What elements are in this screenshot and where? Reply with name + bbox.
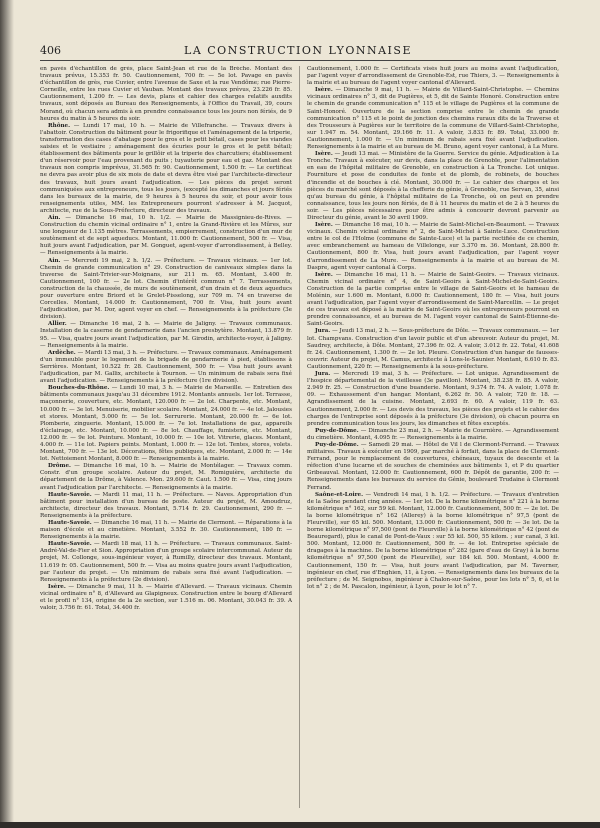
tender-notice	[307, 492, 559, 591]
notice-text: — Mardi 13 mai, 3 h. — Préfecture. — Travaux communaux. Aménagement d'un immeuble pour le logement de la brigade de gendarmerie à pied, établissons à Serrières. Montant, 10.522 fr. 28. Cautionnement, 500 fr. — Visa huit jours avant l'adjudication, par M. Gallix, architecte à Tournon. — Un minimum de rabais sera fixé avant l'adjudication. — Renseignements à la préfecture (1re division).	[40, 349, 292, 385]
notice-text: — Dimanche 9 mai, 11 h. — Mairie d'Allevard. — Travaux vicinaux. Chemin vicinal ordinaire n° 8, d'Allevard au Glapigneux. Construction entre le bourg d'Allevard et le profil n° 134, origine de la 2e section, sur 1.516 m. 06. Montant, 30.043 fr. 39. A valoir, 3.756 fr. 61. Total, 34.400 fr.	[40, 583, 292, 612]
notice-text: — Lundi 10 mai, 3 h. — Mairie de Marseille. — Entretien des bâtiments communaux jusqu'au 31 décembre 1912. Montants annuels. 1er lot. Terrasse, maçonnerie, couverture, etc. Montant, 120.000 fr. — 2e lot. Charpente, etc. Montant, 10.000 fr. — 3e lot. Menuiserie, mobilier scolaire. Montant, 24.000 fr. — 4e lot. Jalousies et stores. Montant, 5.000 fr. — 5e lot. Serrurerie. Montant, 20.000 fr. — 6e lot. Plomberie, zinguerie. Montant, 15.000 fr. — 7e lot. Installations de gaz, appareils d'éclairage, etc. Montant, 10.000 fr. — 8e lot. Chauffage, fumisterie, etc. Montant, 12.000 fr. — 9e lot. Peinture. Montant, 10.000 fr. — 10e lot. Vitrerie, glaces. Montant, 4.000 fr. — 11e lot. Papiers peints. Montant, 1.000 fr. — 12e lot. Tentes, stores, volets. Montant, 700 fr. — 13e lot. Décorations, fêtes publiques, etc. Montant, 2.000 fr. — 14e lot. Nettoiement Montant, 8.000 fr. — Renseignements à la mairie.	[40, 385, 292, 463]
notice-text: — Dimanche 16 mai, 10 h. — Mairie de Montélager. — Travaux comm. Constr. d'un groupe scolaire. Auteur du projet, M. Romiguière, architecte du département de la Drôme, à Valence. Mon. 29.600 fr. Caut. 1.500 fr. — Visa, cinq jours avant l'adjudication par l'architecte. — Renseignements à la mairie.	[40, 463, 292, 491]
notice-text: Cautionnement, 1.000 fr. — Certificats visés huit jours au moins avant l'adjudication, par l'agent voyer d'arrondissement de Grenoble-Est, rue Thiers, 3. — Renseignements à la mairie et au bureau de l'agent voyer cantonal d'Allevard.	[307, 66, 559, 87]
tender-notice	[307, 87, 559, 151]
notice-text: — Dimanche 16 mai, 2 h. — Mairie de Jaligny. — Travaux communaux. Installation de la caserne de gendarmerie dans l'ancien presbytère. Montant, 13.879 fr. 95. — Visa, quatre jours avant l'adjudication, par M. Girodin, architecte-voyer, à Jaligny. — Renseignements à la mairie.	[40, 321, 292, 349]
department-name: Haute-Savoie.	[48, 520, 92, 526]
page-header	[40, 44, 556, 58]
department-name: Saône-et-Loire.	[315, 491, 364, 498]
tender-notice	[40, 463, 292, 491]
notice-text: — Dimanche 16 mai, 10 h. 1/2. — Mairie de Massignieu-de-Rives. — Construction du chemin vicinal ordinaire n° 1, entre la Grand-Rivière et les Mûres, sur une longueur de 1.135 mètres. Terrassements, empierrement, construction d'un mur de soutènement et de sept aqueducs. Montant, 11.000 fr. Cautionnement, 500 fr. — Visa, huit jours avant l'adjudication, par M. Gonguet, agent-voyer d'arrondissement, à Belley. — Renseignements à la mairie.	[40, 214, 292, 257]
department-name: Haute-Savoie.	[48, 491, 92, 498]
tender-notice	[40, 258, 292, 322]
notice-text: — Dimanche 9 mai, 11 h. — Mairie de Villard-Saint-Christophe. — Chemins vicinaux ordinaires n° 3, dit de Pugières, et 5, dit de Sainte Honoré. Construction entre le chemin de grande communication n° 115 et le village de Pugières et la commune de Saint-Honoré. Ouverture de la section comprise entre le chemin de grande communication n° 115 et le point de jonction des chemins ruraux dits de la Traverse et des Trousseurs à Pugières sur le territoire de la commune de Villard-Saint-Christophe, sur 1.947 m. 54. Montant, 29.166 fr. 11. A valoir, 3.833 fr. 89. Total, 33.000 fr. Cautionnement, 1.000 fr. — Un minimum de rabais sera fixé avant l'adjudication. Renseignements à la mairie et au bureau de M. Bruno, agent voyer cantonal, à La Mure.	[307, 87, 559, 151]
journal-title: LA CONSTRUCTION LYONNAISE	[184, 44, 412, 57]
notice-text: — Mercredi 19 mai, 2 h. 1/2. — Préfecture. — Travaux vicinaux. — 1er lot. Chemin de grande communication n° 29. Construction de caniveaux simples dans la traverse de Saint-Trivier-sur-Moignans, sur 211 m. 65. Montant, 3.400 fr. Cautionnement, 100 fr. — 2e lot. Chemin d'intérêt commun n° 7. Terrassements, construction de la chaussée, de murs de soutènement, d'un drain et de deux aqueducs pour ouverture entre Briord et le Grelet-Pisselong, sur 709 m. 74 en traverse de Corcelles. Montant, 14.000 fr. Cautionnement, 700 fr. Visa, huit jours avant l'adjudication, par M. Dor, agent voyer en chef. — Renseignements à la préfecture (3e division).	[40, 257, 292, 321]
department-name: Isère.	[315, 87, 333, 94]
notice-text: — Mardi 18 mai, 11 h. — Préfecture. — Travaux communaux. Saint-André-Val-de-Fier et Sion. Appropriation d'un groupe scolaire intercommunal. Auteur du projet, M. Collonge, sous-ingénieur voyer, à Rumilly, directeur des travaux. Montant, 11.619 fr. 05. Cautionnement, 500 fr. — Visa au moins quatre jours avant l'adjudication, par l'auteur du projet. — Un minimum de rabais sera fixé avant l'adjudication. — Renseignements à la préfecture (2e division).	[40, 541, 292, 583]
department-name: Isère.	[315, 222, 333, 229]
notice-text: — Jeudi 13 mai, 2 h. — Sous-préfecture de Dôle. — Travaux communaux. — 1er lot. Champvans. Construction d'un lavoir public et d'un abreuvoir. Auteur du projet, M. Saudrey, architecte, à Dôle. Montant, 27.396 fr. 02. A valoir, 3.012 fr. 22. Total, 41.608 fr. 24. Cautionnement, 1.300 fr. — 2e lot. Pleure. Construction d'un hangar de fausses-couvrir. Auteur du projet, M. Camus, architecte à Lons-le-Saunier. Montant, 6.610 fr. 83. Cautionnement, 220 fr. — Renseignements à la sous-préfecture.	[307, 328, 559, 370]
notice-text: — Dimanche 16 mai, 11 h. — Mairie de Saint-Geoirs. — Travaux vicinaux. Chemin vicinal ordinaire n° 4, de Saint-Geoirs à Saint-Michel-de-Saint-Geoirs. Construction de la partie comprise entre le village de Saint-Geoirs et le hameau de Molénin, sur 1.600 m. Montant, 6.000 fr. Cautionnement, 180 fr. — Visa, huit jours avant l'adjudication, par l'agent voyer d'arrondissement de Saint-Marcellin. — Le projet de ces travaux est déposé à la mairie de Saint-Geoirs où les entrepreneurs pourront en prendre connaissance, et au bureau de M. l'agent voyer cantonal de Saint-Étienne-de-Saint-Geoirs.	[307, 271, 559, 328]
department-name: Rhône.	[48, 122, 71, 129]
notice-text: — Dimanche 23 mai, 2 h. — Mairie de Cournière. — Agrandissement du cimetière. Montant, 4.095 fr. — Renseignements à la mairie.	[307, 427, 559, 441]
department-name: Puy-de-Dôme.	[315, 441, 359, 448]
notice-text: — Dimanche 16 mai, 11 h. — Mairie de Clermont. — Réparations à la maison d'école et au cimetière. Montant, 3.552 fr. 30. Cautionnement, 180 fr. — Renseignements à la mairie.	[40, 520, 292, 541]
tender-notice	[40, 584, 292, 612]
department-name: Drôme.	[48, 463, 71, 470]
department-name: Ardèche.	[48, 349, 76, 356]
tender-notice	[40, 541, 292, 584]
tender-notice	[40, 520, 292, 541]
notice-text: — Mardi 11 mai, 11 h. — Préfecture. — Naves. Appropriation d'un bâtiment pour installation d'un bureau de poste. Auteur du projet, M. Amoudruz, architecte, directeur des travaux. Montant, 5.714 fr. 29. Cautionnement, 290 fr. — Renseignements à la préfecture.	[40, 491, 292, 519]
notice-text: — Lundi 17 mai, 10 h. — Mairie de Villefranche. — Travaux divers à l'abattoir. Construction du bâtiment pour le frigorifique et l'aménagement de la triperie, transformation des cases d'abatage pour le gros et le petit bétail, cases pour les viandes saisies et le vestiaire ; aménagement des écuries pour le gros et le petit bétail; établissement des bâtiments pour le grillôir et la triperie des charcutiers; établissement d'un réservoir pour l'eau provenant du puits ; tuyauterie pour eau et gaz. Montant des travaux non compris imprévus, 31.565 fr. 90. Cautionnement, 1.500 fr. — Le certificat ne devra pas avoir plus de six mois de date et devra être visé par l'architecte-directeur des travaux, huit jours avant l'adjudication. — Les pièces du projet seront communiquées aux entrepreneurs, tous les jours, (excepté les dimanches et jours fériés dans les bureaux de la mairie, de 9 heures à 5 heures du soir, et pour avoir tous renseignements utiles, MM. les Entrepreneurs pourront s'adresser à M. Jacquot, architecte, rue de la Sous-Préfecture, directeur des travaux.	[40, 122, 292, 214]
notice-text: — Jeudi 13 mai. — Ministère de la Guerre. Service du génie. Adjudication à La Tronche. Travaux à exécuter, sur devis, dans la place de Grenoble, pour l'alimentation en eau de l'hôpital militaire de Grenoble, en construction à La Tronche. Lot unique. Fourniture et pose de conduites de fonte et de plomb, de robinets, de bouches d'incendie et de bouches à clé. Montant, 30.000 fr. — Le cahier des charges et les pièces du marché sont déposés à la chefferie du génie, à Grenoble, rue Servan, 35, ainsi qu'au bureau du génie, à l'hôpital militaire de La Tronche, où on peut en prendre connaissance, tous les jours non fériés, de 8 à 11 heures du matin et de 2 à 5 heures du soir. — Les pièces nécessaires pour être admis à concourir devront parvenir au Directeur du génie, avant le 30 avril 1909.	[307, 151, 559, 221]
tender-notice	[40, 215, 292, 258]
tender-notice	[40, 492, 292, 520]
notice-text: — Vendredi 14 mai, 1 h. 1/2. — Préfecture. — Travaux d'entretien de la Saône pendant cinq années. — 1er lot. De la borne kilométrique n° 221 à la borne kilométrique n° 162, sur 59 kil. Montant, 12.000 fr. Cautionnement, 500 fr. — 2e lot. De la borne kilométrique n° 162 (Allerey) à la borne kilométrique n° 97,5 (pont de Fleurville), sur 65 kil. 500. Montant, 13.000 fr. Cautionnement, 500 fr. — 3e lot. De la borne kilométrique n° 97,500 (pont de Fleurville) à la borne kilométrique n° 42 (pont de Beauregard), plus le canal de Pont-de-Vaux : sur 55 kil. 500, 55 kilom. ; sur canal, 3 kil. 500. Montant, 12.000 fr. Cautionnement, 500 fr. — 4e lot. Entreprise spéciale de dragages à la machine. De la borne kilométrique n° 282 (gare d'eau de Gray) à la borne kilométrique n° 97,500 (pont de Fleurville), sur 184 kil. 500. Montant, 4.000 fr. Cautionnement, 150 fr. — Visa, huit jours avant l'adjudication, par M. Taverner, ingénieur en chef, rue d'Enghien, 11, à Lyon. — Renseignements dans les bureaux de la préfecture ; de M. Seignobos, ingénieur à Chalon-sur-Saône, pour les lots n° 5, 6, et le lot n° 2 ; de M. Pascalon, ingénieur, à Lyon, pour le lot n° 7.	[307, 491, 559, 590]
department-name: Puy-de-Dôme.	[315, 427, 359, 434]
tender-notice	[307, 66, 559, 87]
department-name: Ain.	[48, 214, 61, 221]
department-name: Jura.	[315, 328, 331, 335]
department-name: Allier.	[48, 321, 67, 328]
tender-notice	[307, 151, 559, 222]
department-name: Ain.	[48, 257, 61, 264]
column-divider	[299, 66, 300, 808]
left-column	[40, 66, 292, 808]
department-name: Isère.	[315, 151, 333, 158]
department-name: Isère.	[48, 583, 66, 590]
department-name: Bouches-du-Rhône.	[48, 385, 110, 392]
tender-notice	[307, 222, 559, 272]
tender-notice	[40, 350, 292, 385]
notice-text: en pavés d'échantillon de grès, place Saint-Jean et rue de la Brèche. Montant des travaux prévus, 15.353 fr. 50. Cautionnement, 700 fr. — 5e lot. Pavage en pavés d'échantillon de grès, rue Cuvier, entre l'avenue de Saxe et la rue Vendôme; rue Pierre-Corneille, entre les rues Cuvier et Vauban. Montant des travaux prévus, 23.226 fr. 85. Cautionnement, 1.200 fr. — Les devis, plans et cahier des charges relatifs auxdits travaux, sont déposés au Bureau des Renseignements, à l'Office du Travail, 39, cours Morand, où chacun sera admis à en prendre connaissance tous les jours non fériés, de 9 heures du matin à 5 heures du soir.	[40, 66, 292, 122]
department-name: Haute-Savoie.	[48, 541, 92, 548]
tender-notice	[40, 66, 292, 123]
department-name: Isère.	[315, 271, 333, 278]
header-rule	[40, 60, 556, 61]
bottom-edge	[0, 822, 600, 828]
tender-notice	[307, 272, 559, 329]
tender-notice	[40, 385, 292, 463]
tender-notice	[307, 328, 559, 371]
right-column	[307, 66, 559, 808]
tender-notice	[40, 123, 292, 215]
notice-text: — Dimanche 16 mai, 10 h. — Mairie de Saint-Michel-en-Beaumont. — Travaux vicinaux. Chemin vicinal ordinaire n° 2, de Saint-Michel à Sainte-Luce. Construction entre le col de l'Holme (commune de Sainte-Luce) et la partie rectifiée de ce chemin, avec embranchement au hameau de Villelonge, sur 3.370 m. 36. Montant, 28.800 fr. Cautionnement, 800 fr. Visa, huit jours avant l'adjudication, par l'agent voyer d'arrondissement de La Mure. — Renseignements à la mairie et au bureau de M. Daspre, agent voyer cantonal à Corps.	[307, 222, 559, 271]
tender-notice	[307, 371, 559, 428]
tender-notice	[307, 442, 559, 492]
page-edge-shadow	[0, 0, 14, 828]
page-number: 406	[40, 44, 61, 57]
tender-notice	[307, 428, 559, 442]
notice-text: — Mercredi 19 mai, 3 h. — Préfecture. — Lot unique. Agrandissement de l'hospice départemental de la vieillesse (3e pavillon). Montant, 38.238 fr. 85. A valoir, 2.949 fr. 25. — Construction d'une buanderie. Montant, 9.374 fr. 74. A valoir, 1.078 fr. 09. — Exhaussement d'un hangar. Montant, 6.262 fr. 50. A valoir, 720 fr. 18. — Agrandissement de la cuisine. Montant, 2.693 fr. 60. A valoir, 119 fr. 63. Cautionnement, 2.000 fr. — Les devis des travaux, les pièces des projets et le cahier des charges de l'entreprise sont déposés à la préfecture (3e division), où chacun pourra en prendre communication tous les jours, les dimanches et fêtes exceptés.	[307, 371, 559, 427]
tender-notice	[40, 321, 292, 349]
department-name: Jura.	[315, 371, 331, 378]
notice-text: — Samedi 29 mai. — Hôtel de Vil l de Clermont-Ferrand. — Travaux militaires. Travaux à exécuter en 1909, par marché à forfait, dans la place de Clermont-Ferrand, pour le remplacement de couvertures, chéneaux, tuyaux de descente et la réfection d'une lucarne et de souches de cheminées aux bâtiments 1, et P du quartier Gribeauval. Montant, 12.000 fr. Cautionnement, 600 fr. Dépôt de garantie, 200 fr. — Renseignements dans les bureaux du service du Génie, boulevard Trudaine à Clermont Ferrand.	[307, 441, 559, 491]
